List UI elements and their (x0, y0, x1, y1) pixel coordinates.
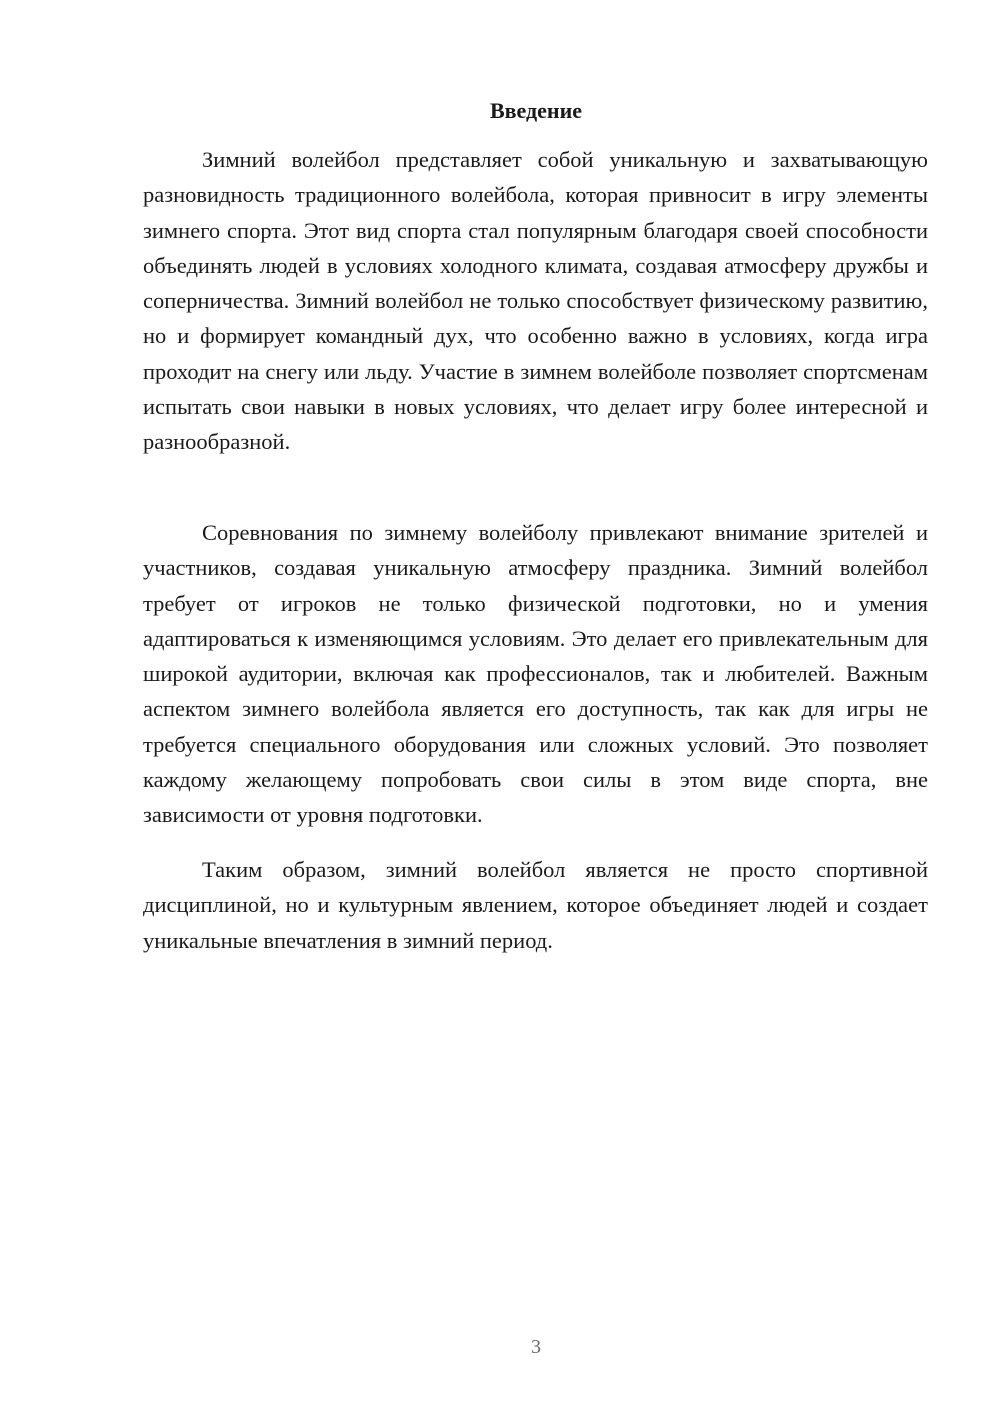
paragraph-text: Таким образом, зимний волейбол является не просто спортивной дисциплиной, но и культурным явлением, которое объединяет людей и создает уникальные впечатления в зимний период. (143, 857, 928, 953)
paragraph-text: Соревнования по зимнему волейболу привлекают внимание зрителей и участников, создавая уникальную атмосферу праздника. Зимний волейбол требует от игроков не только физической подготовки, но и умения адаптироваться к изменяющимся условиям. Это делает его привлекательным для широкой аудитории, включая как профессионалов, так и любителей. Важным аспектом зимнего волейбола является его доступность, так как для игры не требуется специального оборудования или сложных условий. Это позволяет каждому желающему попробовать свои силы в этом виде спорта, вне зависимости от уровня подготовки. (143, 520, 928, 828)
page-number: 3 (531, 1336, 541, 1358)
paragraph-conclusion (143, 852, 928, 958)
paragraph-intro (143, 142, 928, 460)
paragraph-competitions (143, 515, 928, 833)
section-heading: Введение (489, 98, 583, 123)
paragraph-text: Зимний волейбол представляет собой уникальную и захватывающую разновидность традиционного волейбола, которая привносит в игру элементы зимнего спорта. Этот вид спорта стал популярным благодаря своей способности объединять людей в условиях холодного климата, создавая атмосферу дружбы и соперничества. Зимний волейбол не только способствует физическому развитию, но и формирует командный дух, что особенно важно в условиях, когда игра проходит на снегу или льду. Участие в зимнем волейболе позволяет спортсменам испытать свои навыки в новых условиях, что делает игру более интересной и разнообразной. (143, 147, 928, 455)
